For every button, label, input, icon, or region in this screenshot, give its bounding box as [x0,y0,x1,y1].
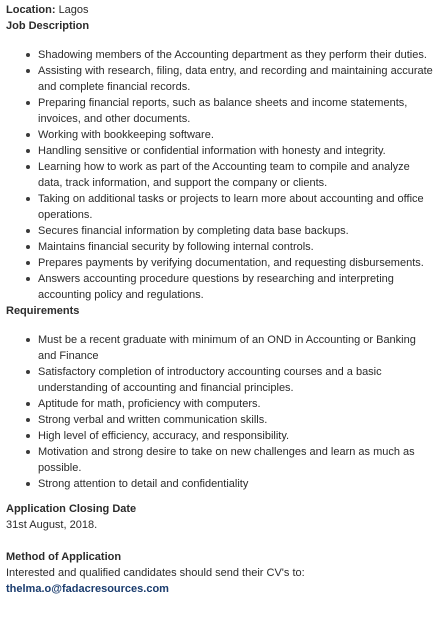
list-item: High level of efficiency, accuracy, and responsibility. [38,428,434,444]
bullet-icon [26,101,30,105]
bullet-icon [26,69,30,73]
bullet-icon [26,197,30,201]
bullet-icon [26,261,30,265]
list-item: Secures financial information by completing data base backups. [38,223,434,239]
bullet-icon [26,338,30,342]
bullet-icon [26,245,30,249]
bullet-icon [26,277,30,281]
list-item: Working with bookkeeping software. [38,127,434,143]
list-item: Taking on additional tasks or projects to learn more about accounting and office operations. [38,191,434,223]
bullet-icon [26,165,30,169]
list-item: Learning how to work as part of the Accounting team to compile and analyze data, track information, and support the company or clients. [38,159,434,191]
list-item: Aptitude for math, proficiency with computers. [38,396,434,412]
list-item: Satisfactory completion of introductory accounting courses and a basic understanding of accounting and financial principles. [38,364,434,396]
list-item: Handling sensitive or confidential information with honesty and integrity. [38,143,434,159]
location-line [6,0,434,18]
application-email-link[interactable]: thelma.o@fadacresources.com [6,583,169,595]
closing-date-section [6,501,434,533]
method-instruction: Interested and qualified candidates should send their CV's to: [6,567,305,579]
bullet-icon [26,53,30,57]
method-heading: Method of Application [6,551,122,563]
bullet-icon [26,402,30,406]
list-item: Maintains financial security by following internal controls. [38,239,434,255]
job-post-content [6,0,434,597]
list-item: Prepares payments by verifying documentation, and requesting disbursements. [38,255,434,271]
list-item: Preparing financial reports, such as balance sheets and income statements, invoices, and other documents. [38,95,434,127]
list-item: Strong verbal and written communication skills. [38,412,434,428]
job-description-heading: Job Description [6,20,90,32]
bullet-icon [26,370,30,374]
list-item: Answers accounting procedure questions by researching and interpreting accounting policy and regulations. [38,271,434,303]
bullet-icon [26,482,30,486]
bullet-icon [26,434,30,438]
list-item: Motivation and strong desire to take on new challenges and learn as much as possible. [38,444,434,476]
bullet-icon [26,133,30,137]
bullet-icon [26,149,30,153]
method-of-application-section [6,549,434,597]
list-item: Must be a recent graduate with minimum of an OND in Accounting or Banking and Finance [38,332,434,364]
requirements-list [6,332,434,492]
list-item: Shadowing members of the Accounting department as they perform their duties. [38,47,434,63]
closing-date-value: 31st August, 2018. [6,519,98,531]
location-label: Location: [6,4,56,16]
list-item: Strong attention to detail and confidentiality [38,476,434,492]
list-item: Assisting with research, filing, data entry, and recording and maintaining accurate and complete financial records. [38,63,434,95]
job-description-list [6,47,434,303]
bullet-icon [26,229,30,233]
bullet-icon [26,418,30,422]
location-value: Lagos [58,4,89,16]
bullet-icon [26,450,30,454]
requirements-heading: Requirements [6,305,80,317]
closing-date-heading: Application Closing Date [6,503,137,515]
